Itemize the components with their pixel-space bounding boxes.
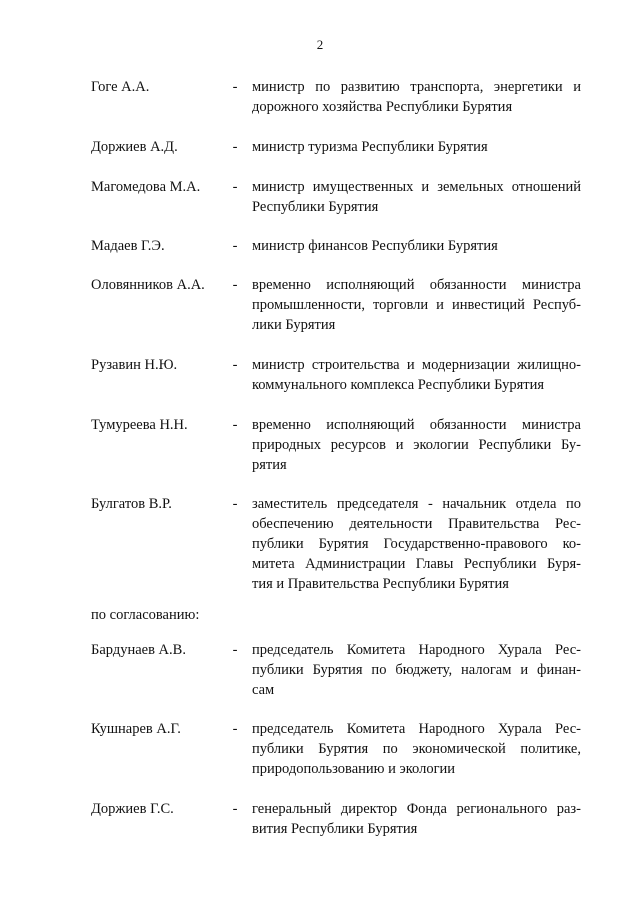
role-line: промышленности, торговли и инвестиций Респуб- [252,297,581,313]
member-role [252,77,581,117]
separator-dash: - [232,238,238,254]
member-role [252,719,581,779]
role-line: дорожного хозяйства Республики Бурятия [252,99,513,115]
role-line: заместитель председателя - начальник отдела по [252,496,581,512]
page-number: 2 [316,37,324,52]
role-line: временно исполняющий обязанности министра [252,417,581,433]
role-line: коммунального комплекса Республики Бурятия [252,377,545,393]
separator-dash: - [232,721,238,737]
member-role [252,640,581,700]
role-line: публики Бурятия по бюджету, налогам и финан- [252,662,581,678]
member-name: Гоге А.А. [91,79,150,95]
member-name: Тумуреева Н.Н. [91,417,188,433]
role-line: лики Бурятия [252,317,336,333]
role-line: тия и Правительства Республики Бурятия [252,576,509,592]
role-line: сам [252,682,275,698]
separator-dash: - [232,357,238,373]
separator-dash: - [232,801,238,817]
separator-dash: - [232,642,238,658]
separator-dash: - [232,179,238,195]
member-name: Булгатов В.Р. [91,496,172,512]
member-name: Магомедова М.А. [91,179,201,195]
role-line: министр финансов Республики Бурятия [252,238,498,254]
member-name: Доржиев Г.С. [91,801,174,817]
member-role [252,415,581,475]
separator-dash: - [232,277,238,293]
role-line: обеспечению деятельности Правительства Рес- [252,516,581,532]
role-line: председатель Комитета Народного Хурала Рес- [252,721,581,737]
member-role [252,275,581,335]
separator-dash: - [232,79,238,95]
role-line: митета Администрации Главы Республики Буря- [252,556,581,572]
role-line: генеральный директор Фонда регионального раз- [252,801,581,817]
role-line: председатель Комитета Народного Хурала Рес- [252,642,581,658]
separator-dash: - [232,496,238,512]
member-role [252,177,581,217]
role-line: временно исполняющий обязанности министра [252,277,581,293]
role-line: министр имущественных и земельных отношений [252,179,581,195]
separator-dash: - [232,417,238,433]
member-name: Оловянников А.А. [91,277,205,293]
member-role [252,494,581,594]
section-label: по согласованию: [91,607,200,623]
role-line: министр по развитию транспорта, энергетики и [252,79,581,95]
member-name: Бардунаев А.В. [91,642,186,658]
role-line: Республики Бурятия [252,199,379,215]
role-line: природопользованию и экологии [252,761,456,777]
member-role [252,236,581,256]
member-role [252,799,581,839]
member-name: Кушнарев А.Г. [91,721,181,737]
member-role [252,137,581,157]
member-name: Мадаев Г.Э. [91,238,165,254]
role-line: министр туризма Республики Бурятия [252,139,488,155]
role-line: вития Республики Бурятия [252,821,418,837]
member-name: Рузавин Н.Ю. [91,357,178,373]
role-line: министр строительства и модернизации жилищно- [252,357,581,373]
separator-dash: - [232,139,238,155]
role-line: публики Бурятия Государственно-правового ко- [252,536,581,552]
member-name: Доржиев А.Д. [91,139,178,155]
member-role [252,355,581,395]
role-line: природных ресурсов и экологии Республики Бу- [252,437,581,453]
role-line: публики Бурятия по экономической политике, [252,741,581,757]
role-line: рятия [252,457,287,473]
